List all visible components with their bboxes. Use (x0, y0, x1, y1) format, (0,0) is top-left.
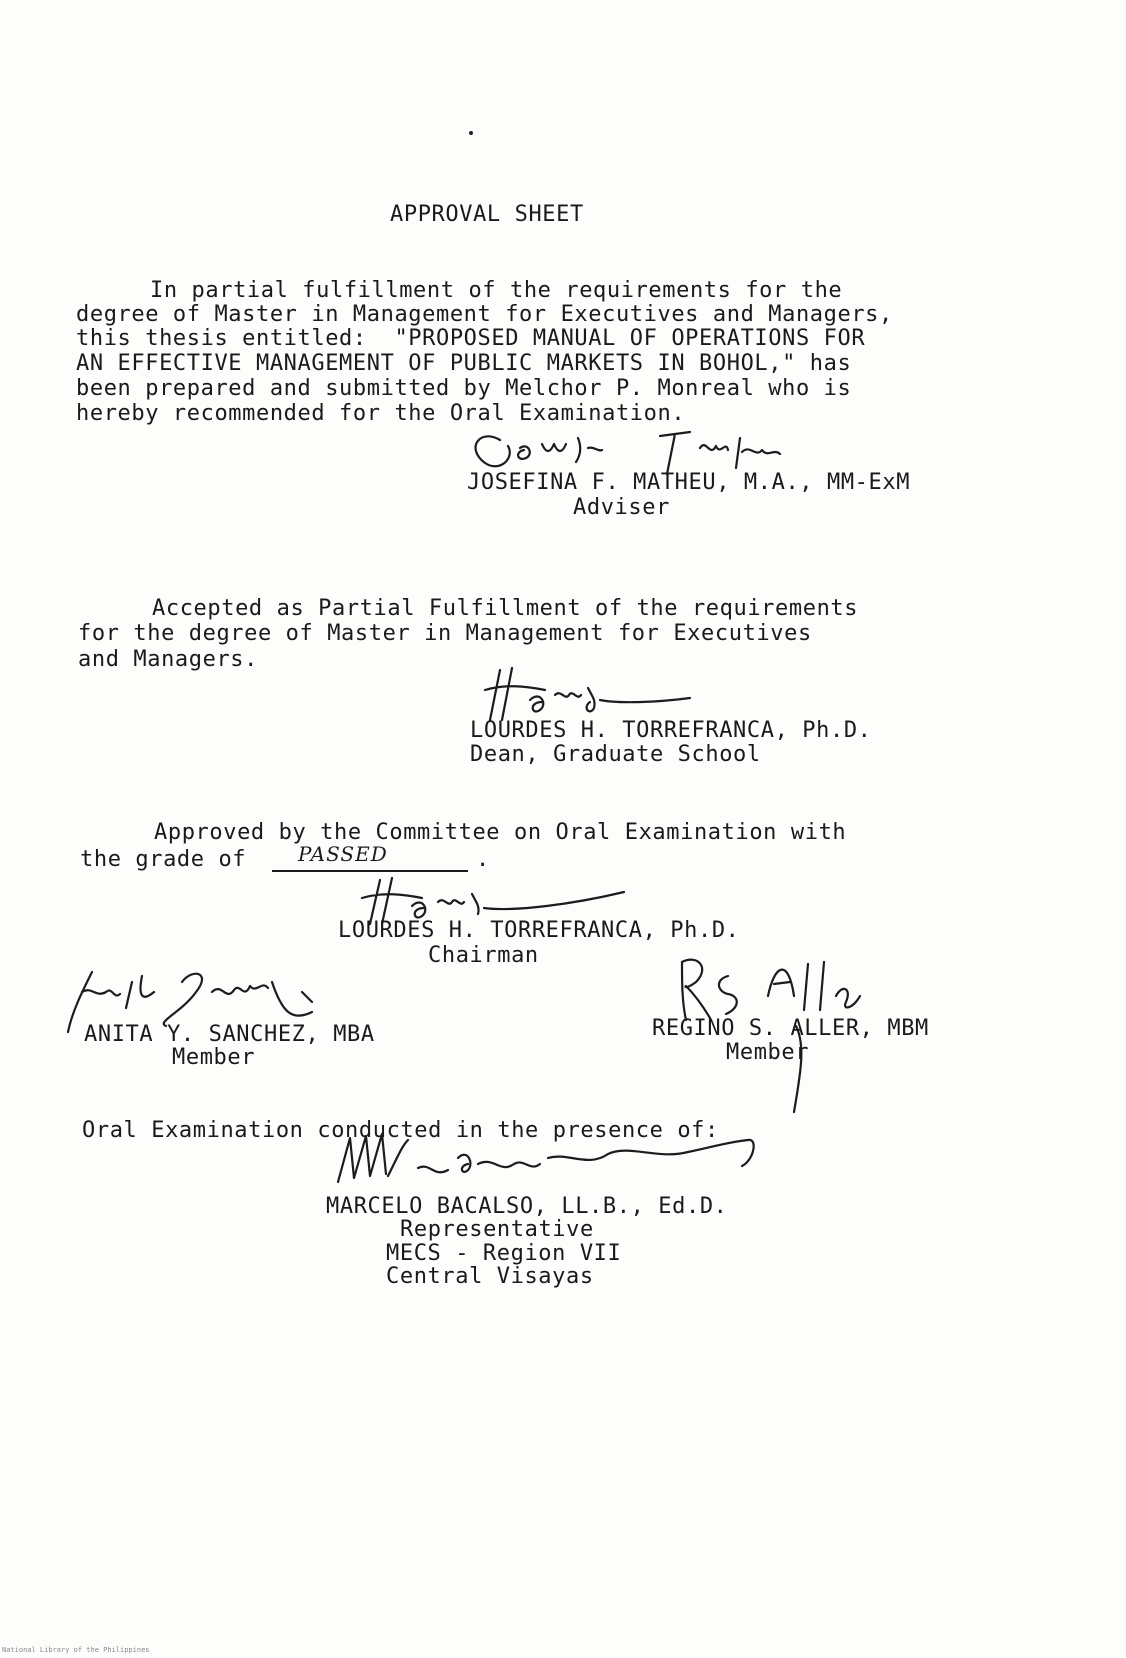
representative-role: Representative (400, 1217, 594, 1242)
para1-line: hereby recommended for the Oral Examination. (76, 401, 686, 426)
para2-line: Accepted as Partial Fulfillment of the requirements (152, 596, 859, 621)
member2-role: Member (726, 1040, 810, 1065)
representative-name: MARCELO BACALSO, LL.B., Ed.D. (326, 1194, 728, 1219)
representative-region: MECS - Region VII (386, 1241, 622, 1266)
representative-area: Central Visayas (386, 1264, 594, 1289)
dean-role: Dean, Graduate School (470, 742, 761, 767)
para2-line: for the degree of Master in Management for Executives (78, 621, 812, 646)
adviser-role: Adviser (573, 495, 670, 520)
grade-period: . (476, 847, 490, 872)
para1-line: been prepared and submitted by Melchor P. Monreal who is (76, 376, 852, 401)
stray-mark (469, 131, 473, 135)
member1-role: Member (172, 1045, 256, 1070)
para3-line: Approved by the Committee on Oral Examination with (154, 820, 847, 845)
para1-line: this thesis entitled: "PROPOSED MANUAL OF OPERATIONS FOR (76, 326, 866, 351)
representative-signature (318, 1128, 798, 1198)
member1-name: ANITA Y. SANCHEZ, MBA (84, 1022, 375, 1047)
para1-line: AN EFFECTIVE MANAGEMENT OF PUBLIC MARKETS IN BOHOL," has (76, 351, 852, 376)
chairman-role: Chairman (428, 943, 539, 968)
para1-line: degree of Master in Management for Executives and Managers, (76, 302, 893, 327)
page-title: APPROVAL SHEET (390, 202, 584, 227)
presence-statement: Oral Examination conducted in the presence of: (82, 1118, 719, 1143)
para3-line: the grade of (80, 847, 247, 872)
dean-name: LOURDES H. TORREFRANCA, Ph.D. (470, 718, 872, 743)
chairman-name: LOURDES H. TORREFRANCA, Ph.D. (338, 918, 740, 943)
footer-watermark: National Library of the Philippines (2, 1646, 150, 1654)
grade-handwritten: PASSED (298, 842, 388, 866)
adviser-name: JOSEFINA F. MATHEU, M.A., MM-ExM (467, 470, 911, 495)
para2-line: and Managers. (78, 647, 258, 672)
para1-line: In partial fulfillment of the requirements for the (150, 278, 843, 303)
member2-name: REGINO S. ALLER, MBM (652, 1016, 929, 1041)
